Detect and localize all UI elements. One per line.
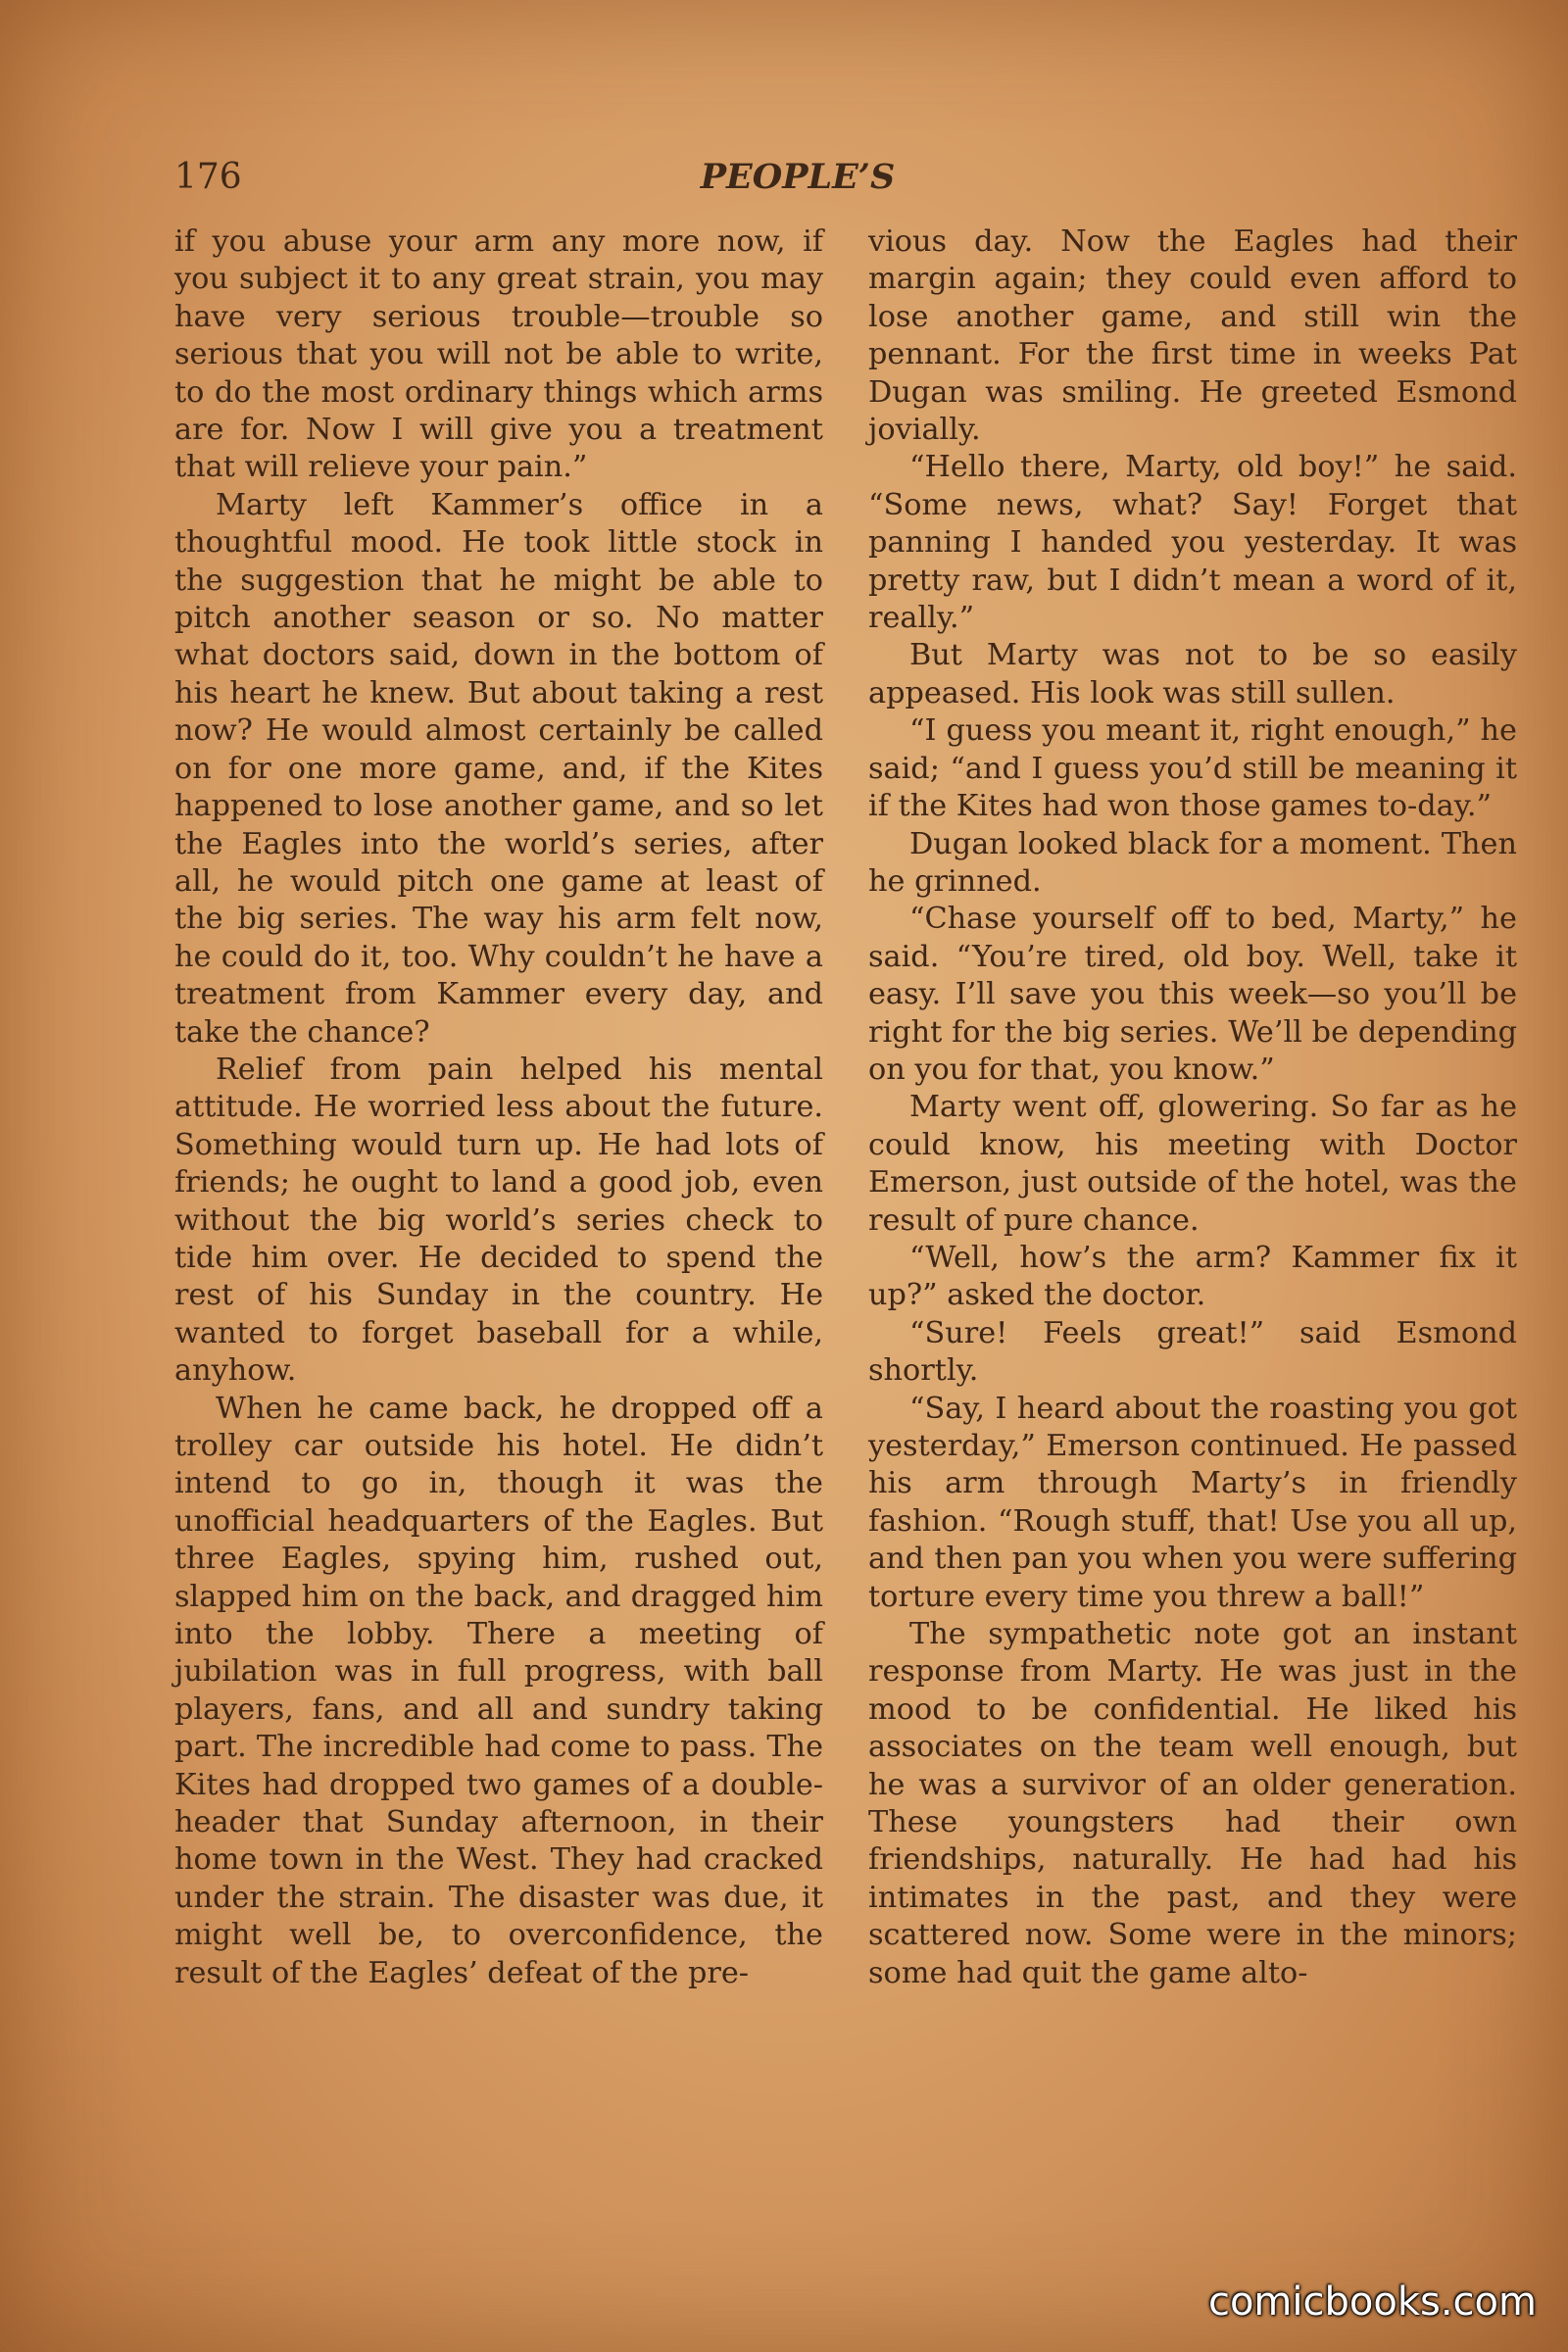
right-column — [868, 223, 1517, 1992]
paragraph: “Sure! Feels great!” said Esmond shortly. — [868, 1315, 1517, 1389]
running-head: PEOPLE’S — [700, 157, 896, 197]
paragraph: But Marty was not to be so easily appeased. His look was still sullen. — [868, 638, 1517, 710]
watermark: comicbooks.com — [1207, 2279, 1537, 2325]
paragraph: “Well, how’s the arm? Kammer fix it up?” asked the doctor. — [868, 1240, 1517, 1313]
paragraph: if you abuse your arm any more now, if you subject it to any great strain, you may have very serious trouble—trouble so serious that you will not be able to write, to do the most ordinary things which arms are for. Now I will give you a treatment that will relieve your pain.” — [174, 224, 823, 485]
paragraph: “Chase yourself off to bed, Marty,” he said. “You’re tired, old boy. Well, take it easy. I’ll save you this week—so you’ll be right for the big series. We’ll be depending on you for that, you know.” — [868, 902, 1517, 1087]
left-column — [174, 223, 823, 1992]
paragraph: vious day. Now the Eagles had their margin again; they could even afford to lose another game, and still win the pennant. For the first time in weeks Pat Dugan was smiling. He greeted Esmond jovially. — [868, 224, 1517, 448]
paragraph: Relief from pain helped his mental attitude. He worried less about the future. Something would turn up. He had lots of friends; he ought to land a good job, even without the big world’s series check to tide him over. He decided to spend the rest of his Sunday in the country. He wanted to forget baseball for a while, anyhow. — [174, 1052, 823, 1389]
page-header — [174, 157, 1421, 206]
paragraph: “Say, I heard about the roasting you got yesterday,” Emerson continued. He passed his arm through Marty’s in friendly fashion. “Rough stuff, that! Use you all up, and then pan you when you were suffering torture every time you threw a ball!” — [868, 1391, 1517, 1614]
paragraph: “I guess you meant it, right enough,” he said; “and I guess you’d still be meaning it if the Kites had won those games to-day.” — [868, 713, 1517, 824]
page-number: 176 — [174, 157, 242, 197]
paragraph: When he came back, he dropped off a trolley car outside his hotel. He didn’t intend to go in, though it was the unofficial headquarters of the Eagles. But three Eagles, spying him, rushed out, slapped him on the back, and dragged him into the lobby. There a meeting of jubilation was in full progress, with ball players, fans, and all and sundry taking part. The incredible had come to pass. The Kites had dropped two games of a double-header that Sunday afternoon, in their home town in the West. They had cracked under the strain. The disaster was due, it might well be, to overconfidence, the result of the Eagles’ defeat of the pre- — [174, 1391, 823, 1990]
paragraph: Dugan looked black for a moment. Then he grinned. — [868, 826, 1517, 899]
paragraph: Marty went off, glowering. So far as he could know, his meeting with Doctor Emerson, just outside of the hotel, was the result of pure chance. — [868, 1090, 1517, 1238]
paragraph: The sympathetic note got an instant response from Marty. He was just in the mood to be confidential. He liked his associates on the team well enough, but he was a survivor of an older generation. These youngsters had their own friendships, naturally. He had had his intimates in the past, and they were scattered now. Some were in the minors; some had quit the game alto- — [868, 1617, 1517, 1990]
paragraph: Marty left Kammer’s office in a thoughtful mood. He took little stock in the suggestion that he might be able to pitch another season or so. No matter what doctors said, down in the bottom of his heart he knew. But about taking a rest now? He would almost certainly be called on for one more game, and, if the Kites happened to lose another game, and so let the Eagles into the world’s series, after all, he would pitch one game at least of the big series. The way his arm felt now, he could do it, too. Why couldn’t he have a treatment from Kammer every day, and take the chance? — [174, 487, 823, 1050]
paragraph: “Hello there, Marty, old boy!” he said. “Some news, what? Say! Forget that panning I handed you yesterday. It was pretty raw, but I didn’t mean a word of it, really.” — [868, 450, 1517, 636]
